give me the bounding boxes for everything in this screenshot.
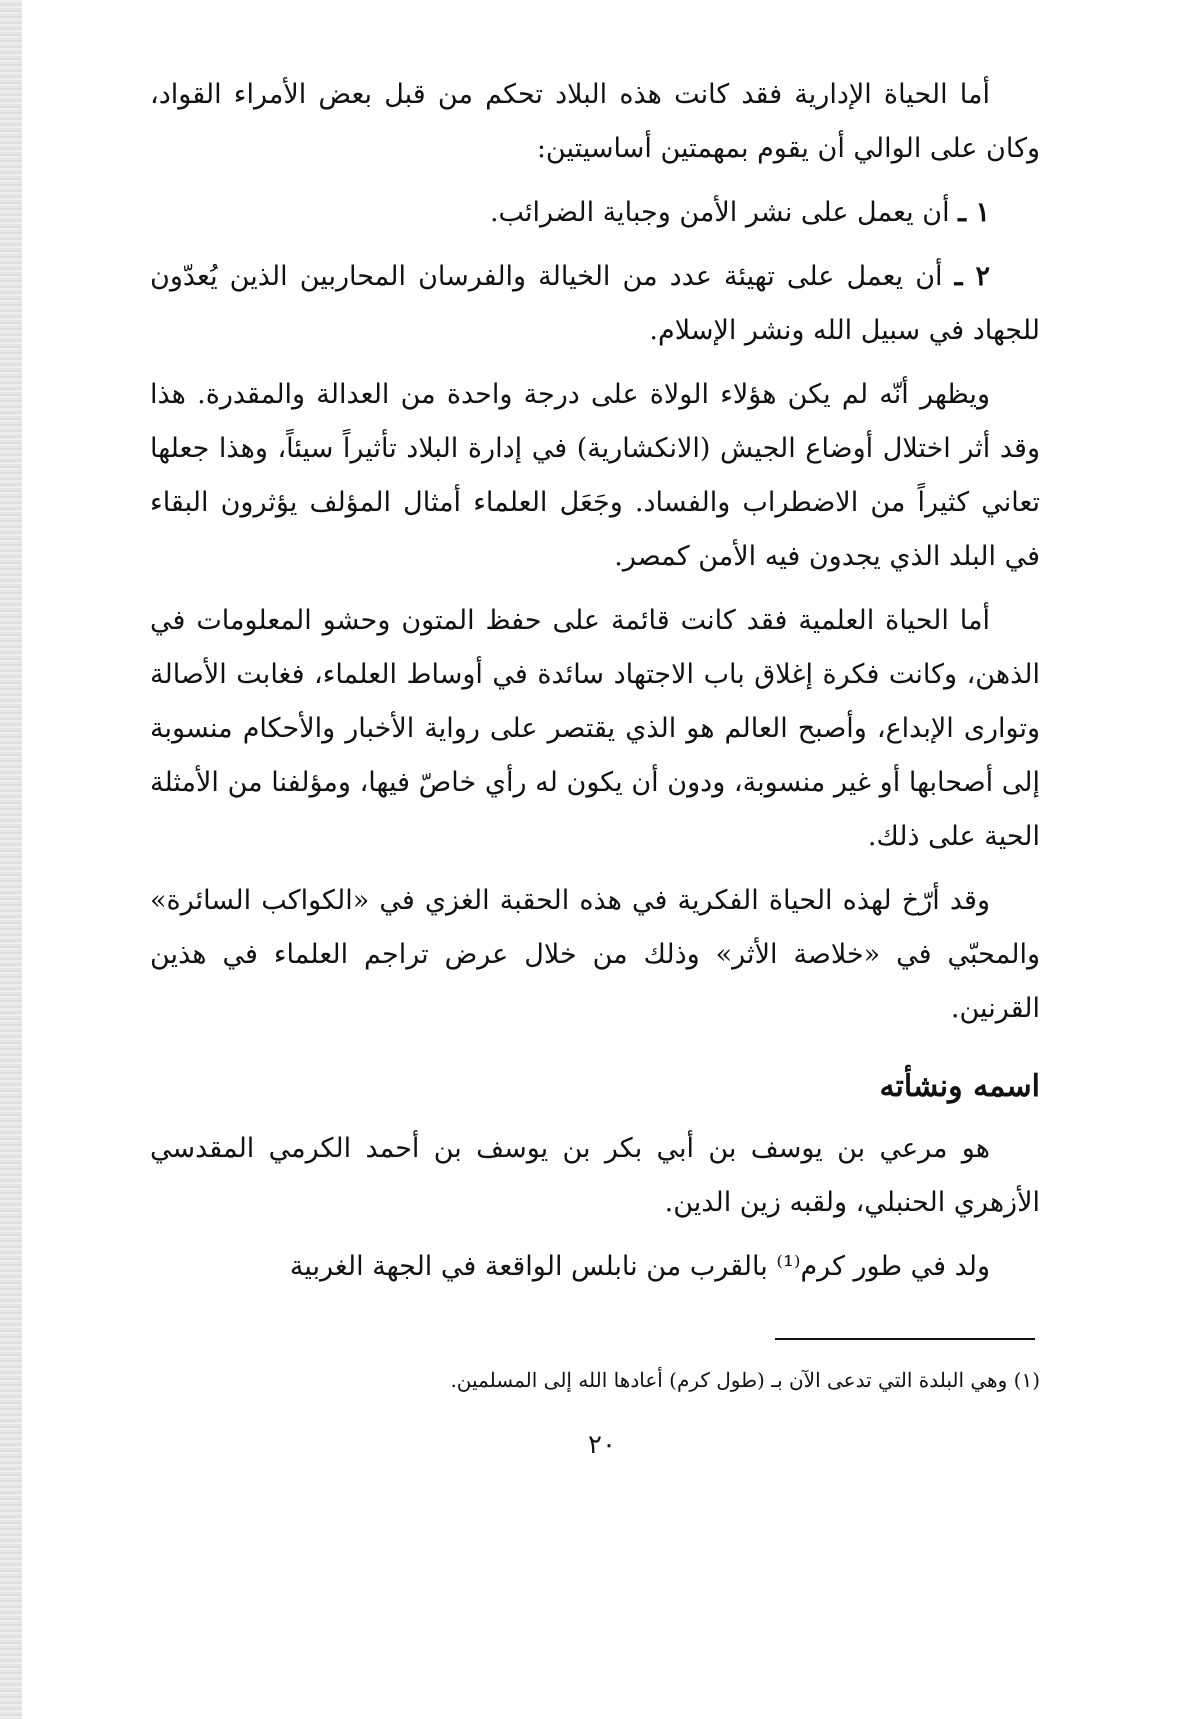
list-item-2 [150, 250, 1040, 358]
list-text-1: أن يعمل على نشر الأمن وجباية الضرائب. [489, 197, 950, 228]
list-number-2: ٢ ـ [954, 261, 990, 292]
footnote-marker: (١) [1013, 1368, 1040, 1392]
paragraph-historians: وقد أرّخ لهذه الحياة الفكرية في هذه الحقبة الغزي في «الكواكب السائرة» والمحبّي في «خلاصة الأثر» وذلك من خلال عرض تراجم العلماء في هذين القرنين. [150, 885, 1040, 1024]
footnote-divider [775, 1338, 1035, 1340]
paragraph-birth: ولد في طور كرم⁽¹⁾ بالقرب من نابلس الواقعة في الجهة الغربية [289, 1251, 990, 1282]
page-body [150, 68, 1040, 1304]
footnote [150, 1362, 1040, 1398]
footnote-text: وهي البلدة التي تدعى الآن بـ (طول كرم) أعادها الله إلى المسلمين. [450, 1368, 1008, 1392]
list-text-2: أن يعمل على تهيئة عدد من الخيالة والفرسان المحاربين الذين يُعدّون للجهاد في سبيل الله ونشر الإسلام. [150, 261, 1040, 346]
page-number: ٢٠ [588, 1430, 616, 1460]
list-item-1 [150, 186, 1040, 240]
paragraph-name: هو مرعي بن يوسف بن أبي بكر بن يوسف بن أحمد الكرمي المقدسي الأزهري الحنبلي، ولقبه زين الدين. [150, 1133, 1040, 1218]
section-heading: اسمه ونشأته [879, 1069, 1040, 1104]
paragraph-administrative-life: أما الحياة الإدارية فقد كانت هذه البلاد تحكم من قبل بعض الأمراء القواد، وكان على الوالي أن يقوم بمهمتين أساسيتين: [150, 79, 1040, 164]
paragraph-governors: ويظهر أنّه لم يكن هؤلاء الولاة على درجة واحدة من العدالة والمقدرة. هذا وقد أثر اختلال أوضاع الجيش (الانكشارية) في إدارة البلاد تأثيراً سيئاً، وهذا جعلها تعاني كثيراً من الاضطراب والفساد. وجَعَل العلماء أمثال المؤلف يؤثرون البقاء في البلد الذي يجدون فيه الأمن كمصر. [150, 379, 1040, 572]
list-number-1: ١ ـ [958, 197, 990, 228]
paragraph-scientific-life: أما الحياة العلمية فقد كانت قائمة على حفظ المتون وحشو المعلومات في الذهن، وكانت فكرة إغلاق باب الاجتهاد سائدة في أوساط العلماء، فغابت الأصالة وتوارى الإبداع، وأصبح العالم هو الذي يقتصر على رواية الأخبار والأحكام منسوبة إلى أصحابها أو غير منسوبة، ودون أن يكون له رأي خاصّ فيها، ومؤلفنا من الأمثلة الحية على ذلك. [150, 605, 1040, 852]
scan-edge-shading [0, 0, 22, 1719]
